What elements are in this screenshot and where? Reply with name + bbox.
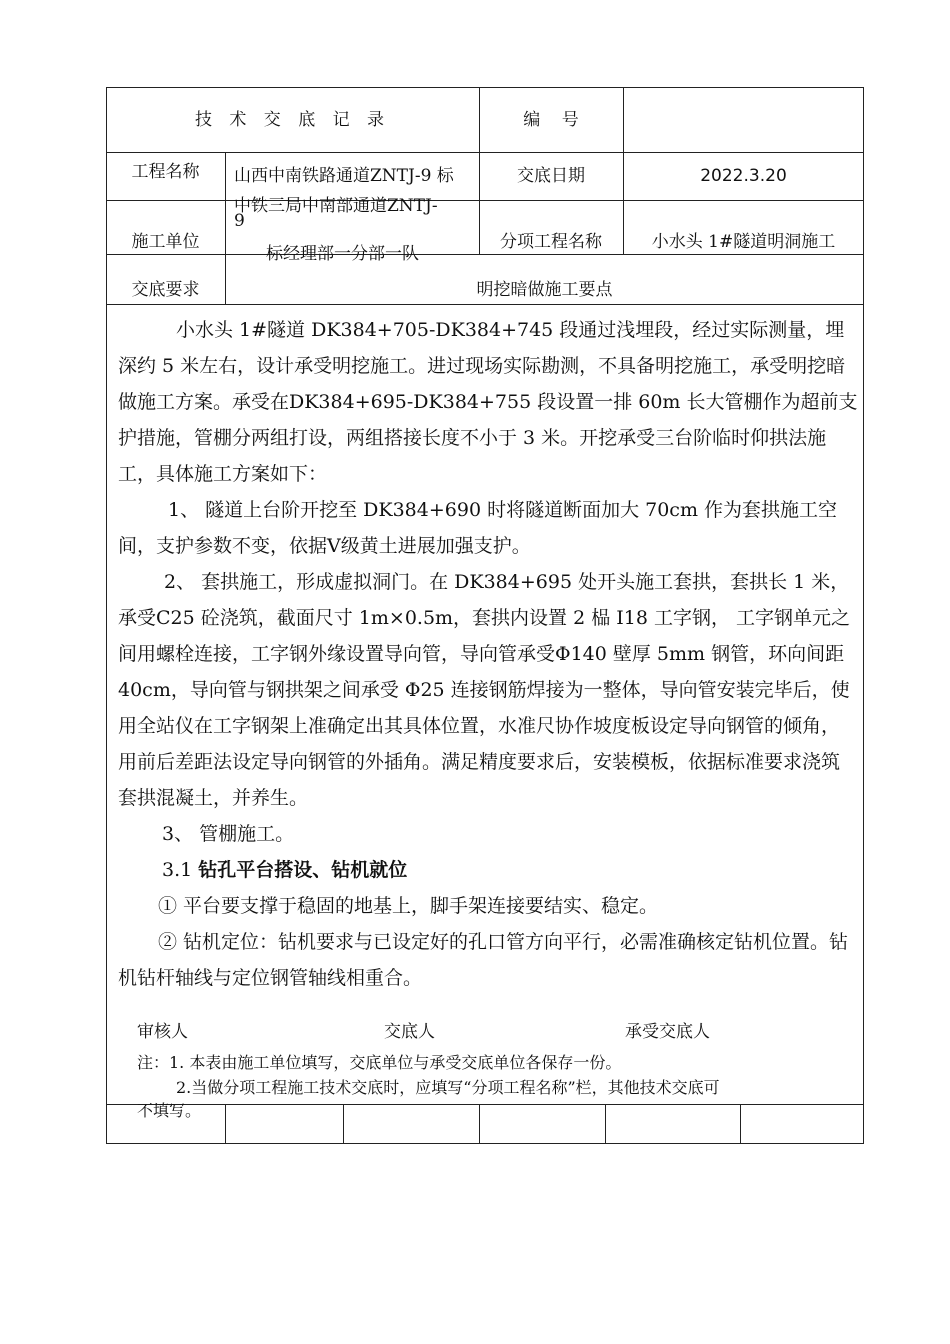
content-paragraph: 2、 套拱施工，形成虚拟洞门。在 DK384+695 处开头施工套拱，套拱长 1 米，承受C25 砼浇筑，截面尺寸 1m×0.5m，套拱内设置 2 榀 I18 工字钢， 工字钢单元之间用螺栓连接，工字钢外缘设置导向管，导向管承受Φ140 壁厚 5mm 钢管，环向间距 40cm，导向管与钢拱架之间承受 Φ25 连接钢筋焊接为一整体，导向管安装完毕后，使用全站仪在工字钢架上准确定出其具体位置，水准尺协作坡度板设定导向钢管的倾角，用前后差距法设定导向钢管的外插角。满足精度要求后，安装模板，依据标准要求浇筑套拱混凝土，并养生。 (118, 571, 851, 809)
project-name-label: 工程名称 (131, 162, 200, 182)
content-paragraph: 1、 隧道上台阶开挖至 DK384+690 时将隧道断面加大 70cm 作为套拱施工空间，支护参数不变，依据Ⅴ级黄土进展加强支护。 (118, 499, 837, 557)
content-paragraph: 小水头 1#隧道 DK384+705-DK384+745 段通过浅埋段，经过实际测量，埋深约 5 米左右，设计承受明挖施工。进过现场实际勘测，不具备明挖施工，承受明挖暗做施工方案。承受在DK384+695-DK384+755 段设置一排 60m 长大管棚作为超前支护措施，管棚分两组打设，两组搭接长度不小于 3 米。开挖承受三台阶临时仰拱法施工，具体施工方案如下： (118, 319, 858, 485)
grid-line (225, 1104, 226, 1144)
grid-line (106, 304, 864, 305)
grid-line (106, 254, 864, 255)
form-title: 技 术 交 底 记 录 (194, 110, 391, 130)
reviewer-label: 审核人 (137, 1022, 188, 1042)
section-title: 钻孔平台搭设、钻机就位 (198, 859, 408, 881)
construction-unit-value-line1: 中铁三局中南部通道ZNTJ- (234, 196, 438, 216)
subproject-name-value: 小水头 1#隧道明洞施工 (651, 232, 836, 252)
subproject-name-label: 分项工程名称 (500, 232, 602, 252)
construction-unit-value-line2: 9 (234, 211, 245, 231)
grid-line (106, 152, 864, 153)
grid-line (479, 1104, 480, 1144)
requirement-label: 交底要求 (131, 280, 200, 300)
requirement-value: 明挖暗做施工要点 (476, 280, 613, 300)
note-line: 注：1. 本表由施工单位填写，交底单位与承受交底单位各保存一份。 (137, 1053, 622, 1072)
content-paragraph: ② 钻机定位：钻机要求与已设定好的孔口管方向平行，必需准确核定钻机位置。钻机钻杆轴线与定位钢管轴线相重合。 (118, 931, 849, 989)
grid-line (740, 1104, 741, 1144)
note-line: 不填写。 (137, 1101, 202, 1120)
section-number: 3.1 (162, 859, 199, 881)
disclosure-content (118, 312, 858, 996)
content-paragraph: ① 平台要支撑于稳固的地基上，脚手架连接要结实、稳定。 (158, 895, 659, 917)
grid-line (605, 1104, 606, 1144)
grid-line (106, 1104, 864, 1105)
number-label: 编 号 (523, 110, 579, 130)
disclosure-date-label: 交底日期 (517, 166, 585, 186)
construction-unit-label: 施工单位 (131, 232, 200, 252)
presenter-label: 交底人 (384, 1022, 435, 1042)
receiver-label: 承受交底人 (625, 1022, 710, 1042)
grid-line (106, 200, 864, 201)
disclosure-date-value: 2022.3.20 (700, 166, 787, 186)
grid-line (343, 1104, 344, 1144)
note-line: 2.当做分项工程施工技术交底时，应填写“分项工程名称”栏，其他技术交底可 (176, 1078, 720, 1097)
project-name-value: 山西中南铁路通道ZNTJ-9 标 (234, 166, 454, 186)
content-paragraph: 3、 管棚施工。 (162, 823, 295, 845)
construction-unit-value-line3: 标经理部一分部一队 (266, 244, 419, 264)
section-heading (118, 852, 858, 888)
